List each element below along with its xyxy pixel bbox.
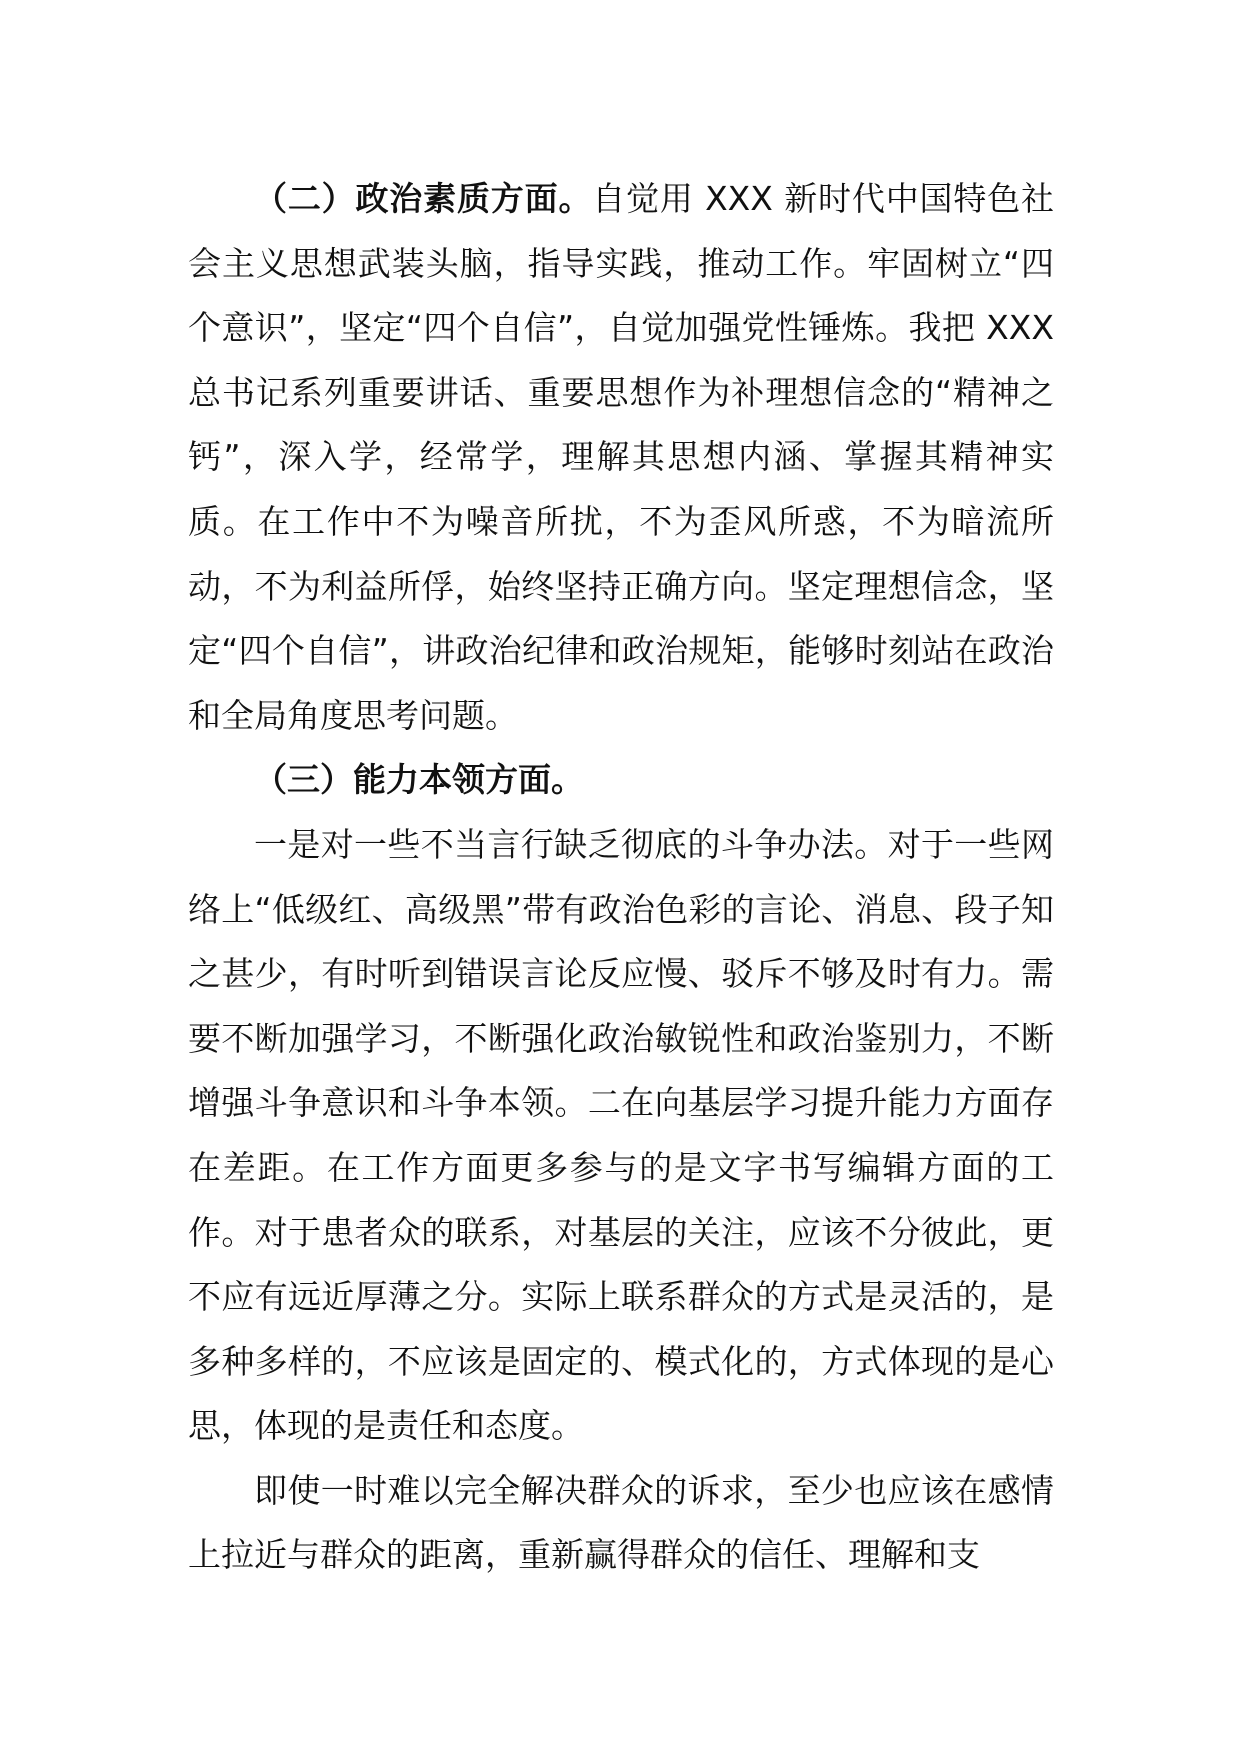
section-3-heading: （三）能力本领方面。	[254, 760, 584, 800]
section-2-heading: （二）政治素质方面。	[254, 179, 593, 218]
body-paragraph-2: 即使一时难以完全解决群众的诉求，至少也应该在感情上拉近与群众的距离，重新赢得群众的信任、理解和支	[188, 1470, 1054, 1575]
body-paragraph-1: 一是对一些不当言行缺乏彻底的斗争办法。对于一些网络上“低级红、高级黑”带有政治色彩的言论、消息、段子知之甚少，有时听到错误言论反应慢、驳斥不够及时有力。需要不断加强学习，不断强化政治敏锐性和政治鉴别力，不断增强斗争意识和斗争本领。二在向基层学习提升能力方面存在差距。在工作方面更多参与的是文字书写编辑方面的工作。对于患者众的联系，对基层的关注，应该不分彼此，更不应有远近厚薄之分。实际上联系群众的方式是灵活的，是多种多样的，不应该是固定的、模式化的，方式体现的是心思，体现的是责任和态度。	[188, 824, 1054, 1446]
document-page	[188, 167, 1054, 1588]
section-2-paragraph	[188, 167, 1054, 748]
section-2-body: 自觉用 XXX 新时代中国特色社会主义思想武装头脑，指导实践，推动工作。牢固树立“四个意识”，坚定“四个自信”，自觉加强党性锤炼。我把 XXX 总书记系列重要讲话、重要思想作为补理想信念的“精神之钙”，深入学，经常学，理解其思想内涵、掌握其精神实质。在工作中不为噪音所扰，不为歪风所惑，不为暗流所动，不为利益所俘，始终坚持正确方向。坚定理想信念，坚定“四个自信”，讲政治纪律和政治规矩，能够时刻站在政治和全局角度思考问题。	[188, 179, 1055, 735]
